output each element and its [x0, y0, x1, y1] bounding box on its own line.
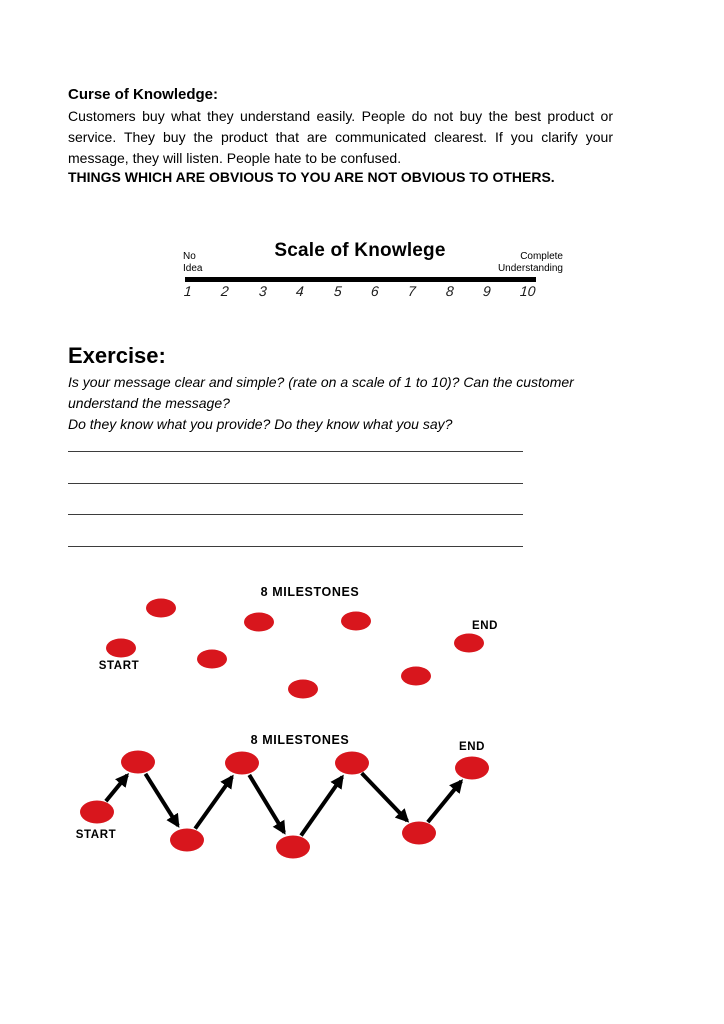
- scale-tick: 6: [370, 283, 380, 299]
- milestone-dot: [341, 612, 371, 631]
- end-label: END: [471, 620, 499, 632]
- arrow-connector: [362, 773, 408, 821]
- answer-line: [68, 451, 523, 452]
- scale-tick: 3: [258, 283, 268, 299]
- scale-right-label-line2: Understanding: [497, 263, 563, 274]
- question-line: Do they know what you provide? Do they know what you say?: [68, 416, 453, 432]
- scale-title: Scale of Knowlege: [274, 240, 446, 261]
- scale-tick: 9: [482, 283, 492, 299]
- milestone-dot: [276, 836, 310, 859]
- answer-line: [68, 514, 523, 515]
- start-label: START: [75, 829, 117, 841]
- answer-line: [68, 546, 523, 547]
- milestone-dot: [80, 801, 114, 824]
- paragraph-line: service. They buy the product that are communicated clearest. If you clarify your: [68, 129, 613, 145]
- milestone-dot: [121, 751, 155, 774]
- question-line: understand the message?: [68, 395, 230, 411]
- exercise-questions: [68, 372, 613, 435]
- milestones-path-diagram: [60, 730, 520, 865]
- milestone-dot: [288, 680, 318, 699]
- emphasis-statement: THINGS WHICH ARE OBVIOUS TO YOU ARE NOT OBVIOUS TO OTHERS.: [68, 169, 555, 185]
- start-label: START: [98, 660, 140, 672]
- scale-tick: 7: [407, 283, 417, 299]
- scale-tick: 4: [295, 283, 305, 299]
- scale-right-label: [498, 251, 563, 275]
- diagram-title: 8 MILESTONES: [250, 733, 350, 747]
- question-line: Is your message clear and simple? (rate on a scale of 1 to 10)? Can the customer: [68, 374, 574, 390]
- end-label: END: [458, 741, 486, 753]
- scale-tick: 8: [445, 283, 454, 299]
- milestone-dot: [146, 599, 176, 618]
- milestone-dot: [197, 650, 227, 669]
- scale-tick: 2: [220, 283, 230, 299]
- answer-line: [68, 483, 523, 484]
- scale-of-knowledge-figure: [183, 240, 563, 302]
- scale-left-label-line2: Idea: [183, 263, 203, 274]
- arrow-connector: [428, 781, 461, 822]
- milestone-dot: [401, 667, 431, 686]
- curse-of-knowledge-heading: Curse of Knowledge:: [68, 86, 219, 103]
- scale-left-label: [183, 251, 202, 275]
- arrow-connector: [301, 777, 342, 836]
- scale-tick-row: [183, 283, 537, 299]
- paragraph-line: message, they will listen. People hate to be confused.: [68, 150, 402, 166]
- milestone-dot: [402, 822, 436, 845]
- paragraph-line: Customers buy what they understand easily. People do not buy the best product or: [68, 108, 613, 124]
- scale-right-label-line1: Complete: [520, 251, 563, 262]
- milestone-dot: [454, 634, 484, 653]
- exercise-heading: Exercise:: [68, 343, 166, 368]
- milestone-dot: [335, 752, 369, 775]
- scale-left-label-line1: No: [183, 251, 196, 262]
- arrow-connector: [249, 775, 284, 833]
- scale-tick: 1: [183, 283, 193, 299]
- milestone-dot: [455, 757, 489, 780]
- arrow-connector: [195, 777, 232, 829]
- milestone-dot: [244, 613, 274, 632]
- arrow-connector: [145, 774, 178, 826]
- scale-bar: [185, 277, 536, 282]
- milestone-dot: [225, 752, 259, 775]
- milestone-dot: [170, 829, 204, 852]
- curse-of-knowledge-paragraph: [68, 106, 613, 169]
- diagram-title: 8 MILESTONES: [260, 585, 360, 599]
- scale-tick: 10: [519, 283, 537, 299]
- milestones-scatter-diagram: [90, 582, 520, 702]
- arrow-connector: [106, 775, 127, 801]
- scale-tick: 5: [332, 283, 342, 299]
- milestone-dot: [106, 639, 136, 658]
